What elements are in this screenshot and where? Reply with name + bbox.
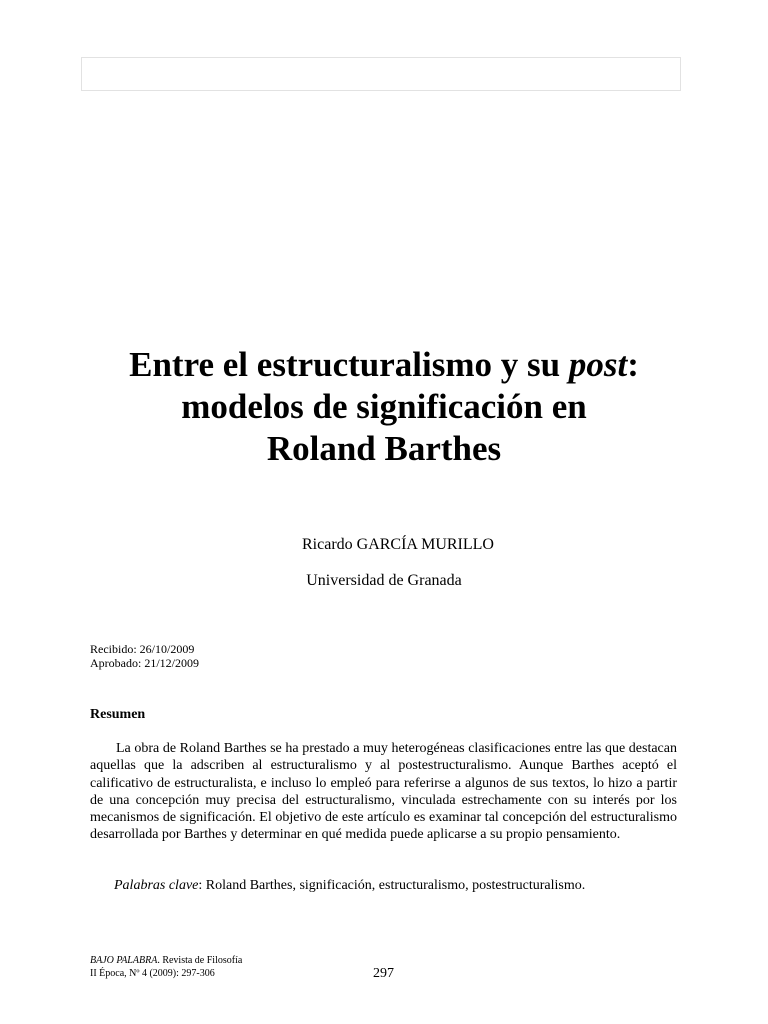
title-italic-word: post [568,345,628,384]
abstract-text: La obra de Roland Barthes se ha prestado a muy heterogéneas clasificaciones entre las que destacan aquellas que la adscriben al estructuralismo y al postestructuralismo. Aunque Barthes aceptó el calificativo de estructuralista, e incluso lo empleó para referirse a algunos de sus textos, lo hizo a partir de una concepción muy precisa del estructuralismo, vinculada estrechamente con su interés por los mecanismos de significación. El objetivo de este artículo es examinar tal concepción del estructuralismo desarrollada por Barthes y determinar en qué medida puede aplicarse a su propio pensamiento. [90,741,677,843]
keywords-text: Roland Barthes, significación, estructuralismo, postestructuralismo. [205,878,586,893]
title-line-1 [40,344,728,386]
journal-citation [90,954,242,980]
title-line-1-text: Entre el estructuralismo y su [129,345,569,384]
article-title [40,344,728,470]
submission-dates [90,642,199,670]
approved-date: Aprobado: 21/12/2009 [90,656,199,670]
keywords-separator: : [198,878,206,893]
keywords [90,877,677,895]
page-number: 297 [373,966,394,981]
journal-name: BAJO PALABRA [90,955,158,966]
abstract-heading: Resumen [90,707,146,722]
journal-subtitle: . Revista de Filosofía [157,955,243,966]
title-line-3: Roland Barthes [266,429,502,468]
keywords-label: Palabras clave [114,878,199,893]
journal-title-line [90,954,242,967]
received-date: Recibido: 26/10/2009 [90,642,195,656]
author-affiliation: Universidad de Granada [306,572,462,589]
header-box [81,57,681,91]
journal-issue: II Época, Nº 4 (2009): 297-306 [90,968,215,979]
title-colon: : [627,345,639,384]
title-line-2: modelos de significación en [181,387,587,426]
author-name: Ricardo GARCÍA MURILLO [302,536,494,553]
